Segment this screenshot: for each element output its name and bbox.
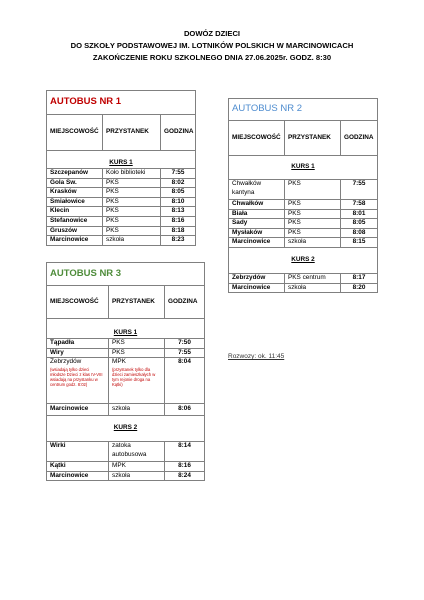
- stop: PKS: [285, 219, 341, 229]
- col-time: GODZINA: [341, 121, 378, 156]
- time: 8:10: [161, 197, 196, 207]
- col-stop: PRZYSTANEK: [285, 121, 341, 156]
- time: 7:58: [341, 200, 378, 210]
- kurs-label: KURS 1: [47, 319, 205, 339]
- table-row: [47, 339, 205, 349]
- stop: PKS: [103, 226, 161, 236]
- table-row: [229, 219, 378, 229]
- bus-1-title: AUTOBUS NR 1: [47, 91, 196, 115]
- header-line-2: DO SZKOŁY PODSTAWOWEJ IM. LOTNIKÓW POLSKICH W MARCINOWICACH: [70, 41, 354, 50]
- stop: PKS: [109, 348, 165, 358]
- place: Śmiałowice: [47, 197, 103, 207]
- stop: zatoka autobusowa: [109, 442, 165, 462]
- table-row: [47, 462, 205, 472]
- table-row: [229, 209, 378, 219]
- place: Wirki: [47, 442, 109, 462]
- time: 8:02: [161, 178, 196, 188]
- time: 8:08: [341, 228, 378, 238]
- place: Szczepanów: [47, 169, 103, 179]
- table-row: [47, 226, 196, 236]
- time: 8:05: [161, 188, 196, 198]
- time: 8:14: [165, 442, 205, 462]
- table-row: [229, 200, 378, 210]
- stop: PKS centrum: [285, 273, 341, 283]
- time: 8:17: [341, 273, 378, 283]
- table-row: [47, 358, 205, 404]
- time: 8:23: [161, 236, 196, 246]
- place: Gola Św.: [47, 178, 103, 188]
- table-row: [47, 442, 205, 462]
- place-note: (wsiadają tylko dzieci młodsze Dzieci z klas IV-VIII wsiadają na przystanku w centrum godz. 8:02): [50, 366, 103, 388]
- table-row: [47, 188, 196, 198]
- col-place: MIEJSCOWOŚĆ: [47, 115, 103, 151]
- time: 8:04: [165, 358, 205, 404]
- col-time: GODZINA: [165, 286, 205, 319]
- place: Wiry: [47, 348, 109, 358]
- table-row: [229, 228, 378, 238]
- place: Sady: [229, 219, 285, 229]
- stop: PKS: [103, 188, 161, 198]
- bus-3-table: [46, 262, 205, 481]
- place: Zebrzydów: [229, 273, 285, 283]
- stop: szkoła: [285, 238, 341, 248]
- place: Kątki: [47, 462, 109, 472]
- time: 7:55: [341, 180, 378, 200]
- table-row: [47, 169, 196, 179]
- place: Tąpadła: [47, 339, 109, 349]
- col-place: MIEJSCOWOŚĆ: [47, 286, 109, 319]
- place: Marcinowice: [47, 404, 109, 416]
- bus-1-table: [46, 90, 196, 246]
- stop: Koło biblioteki: [103, 169, 161, 179]
- table-row: [47, 471, 205, 481]
- time: 8:18: [161, 226, 196, 236]
- place: Klecin: [47, 207, 103, 217]
- stop: PKS: [103, 178, 161, 188]
- stop: PKS: [103, 197, 161, 207]
- bus-2-title: AUTOBUS NR 2: [229, 99, 378, 121]
- place: Zebrzydów: [50, 358, 82, 366]
- table-row: [47, 197, 196, 207]
- place: Chwałków kantyna: [229, 180, 285, 200]
- stop: PKS: [285, 180, 341, 200]
- time: 8:13: [161, 207, 196, 217]
- col-stop: PRZYSTANEK: [109, 286, 165, 319]
- col-time: GODZINA: [161, 115, 196, 151]
- table-row: [47, 348, 205, 358]
- stop: MPK: [112, 358, 126, 366]
- place: Mysłaków: [229, 228, 285, 238]
- col-place: MIEJSCOWOŚĆ: [229, 121, 285, 156]
- col-stop: PRZYSTANEK: [103, 115, 161, 151]
- stop: PKS: [109, 339, 165, 349]
- time: 8:05: [341, 219, 378, 229]
- header-line-3: ZAKOŃCZENIE ROKU SZKOLNEGO DNIA 27.06.2025r. GODZ. 8:30: [92, 53, 332, 62]
- place: Krasków: [47, 188, 103, 198]
- place: Marcinowice: [229, 238, 285, 248]
- time: 8:15: [341, 238, 378, 248]
- time: 7:55: [161, 169, 196, 179]
- return-note: Rozwozy: ok. 11:45: [228, 353, 285, 360]
- table-row: [47, 404, 205, 416]
- kurs-label: KURS 2: [229, 247, 378, 273]
- stop: szkoła: [109, 471, 165, 481]
- table-row: [47, 216, 196, 226]
- table-row: [229, 180, 378, 200]
- stop: szkoła: [109, 404, 165, 416]
- header-line-1: DOWÓZ DZIECI: [183, 29, 241, 38]
- place: Marcinowice: [229, 283, 285, 293]
- table-row: [47, 236, 196, 246]
- stop: PKS: [103, 207, 161, 217]
- stop-note: (przystanek tylko dla dzieci zamieszkałych w tym rejonie droga na Kątki): [112, 366, 156, 388]
- time: 8:20: [341, 283, 378, 293]
- place: Stefanowice: [47, 216, 103, 226]
- place: Biała: [229, 209, 285, 219]
- time: 7:55: [165, 348, 205, 358]
- kurs-label: KURS 2: [47, 416, 205, 442]
- table-row: [47, 207, 196, 217]
- stop: PKS: [103, 216, 161, 226]
- place: Chwałków: [229, 200, 285, 210]
- table-row: [47, 178, 196, 188]
- stop: szkoła: [103, 236, 161, 246]
- bus-2-table: [228, 98, 378, 293]
- time: 7:50: [165, 339, 205, 349]
- kurs-label: KURS 1: [47, 151, 196, 169]
- table-row: [229, 273, 378, 283]
- stop: szkoła: [285, 283, 341, 293]
- place: Marcinowice: [47, 471, 109, 481]
- time: 8:06: [165, 404, 205, 416]
- time: 8:16: [165, 462, 205, 472]
- stop: PKS: [285, 228, 341, 238]
- table-row: [229, 238, 378, 248]
- time: 8:16: [161, 216, 196, 226]
- time: 8:01: [341, 209, 378, 219]
- kurs-label: KURS 1: [229, 156, 378, 180]
- time: 8:24: [165, 471, 205, 481]
- stop: PKS: [285, 200, 341, 210]
- table-row: [229, 283, 378, 293]
- place: Gruszów: [47, 226, 103, 236]
- stop: PKS: [285, 209, 341, 219]
- place: Marcinowice: [47, 236, 103, 246]
- bus-3-title: AUTOBUS NR 3: [47, 263, 205, 286]
- stop: MPK: [109, 462, 165, 472]
